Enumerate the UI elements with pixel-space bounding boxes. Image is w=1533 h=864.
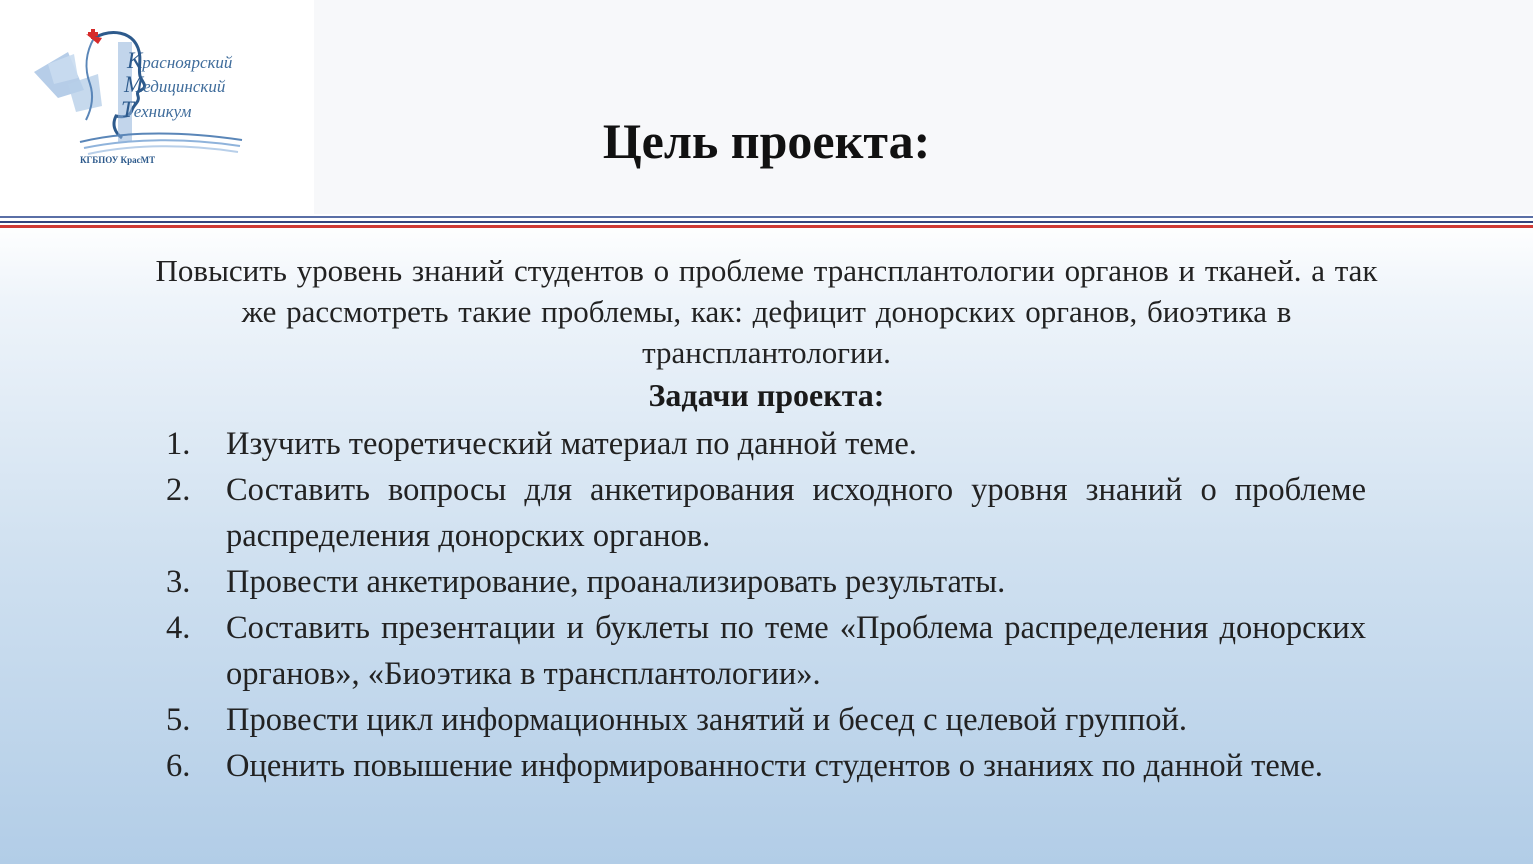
task-text: Провести анкетирование, проанализировать результаты. (226, 564, 1006, 600)
logo-line-1: Красноярский (127, 48, 233, 73)
task-number: 4. (166, 610, 191, 646)
task-item (166, 467, 1366, 559)
task-item (166, 743, 1366, 789)
task-number: 5. (166, 702, 191, 738)
slide-title: Цель проекта: (602, 113, 931, 169)
task-number: 6. (166, 748, 191, 784)
logo-abbreviation: КГБПОУ КрасМТ (80, 155, 156, 165)
task-text: Составить презентации и буклеты по теме «Проблема распределения донорских органов», «Биоэтика в трансплантологии». (226, 610, 1366, 692)
task-item (166, 421, 1366, 467)
logo-line-2: Медицинский (124, 72, 226, 97)
task-text: Составить вопросы для анкетирования исходного уровня знаний о проблеме распределения донорских органов. (226, 472, 1366, 554)
task-text: Оценить повышение информированности студентов о знаниях по данной теме. (226, 748, 1323, 784)
task-text: Изучить теоретический материал по данной теме. (226, 426, 917, 462)
slide-header (0, 0, 1533, 214)
task-text: Провести цикл информационных занятий и бесед с целевой группой. (226, 702, 1187, 738)
goal-text: Повысить уровень знаний студентов о проблеме трансплантологии органов и тканей. а так же рассмотреть такие проблемы, как: дефицит донорских органов, биоэтика в трансплантологии. (155, 253, 1378, 370)
tasks-heading: Задачи проекта: (648, 377, 885, 413)
logo-line-3: Техникум (121, 97, 192, 122)
divider-stripe (0, 221, 1533, 223)
task-item (166, 559, 1366, 605)
task-item (166, 697, 1366, 743)
divider-stripe (0, 225, 1533, 228)
task-item (166, 605, 1366, 697)
college-logo (0, 0, 314, 214)
task-number: 1. (166, 426, 191, 462)
task-number: 2. (166, 472, 191, 508)
task-list (166, 421, 1366, 789)
task-number: 3. (166, 564, 191, 600)
